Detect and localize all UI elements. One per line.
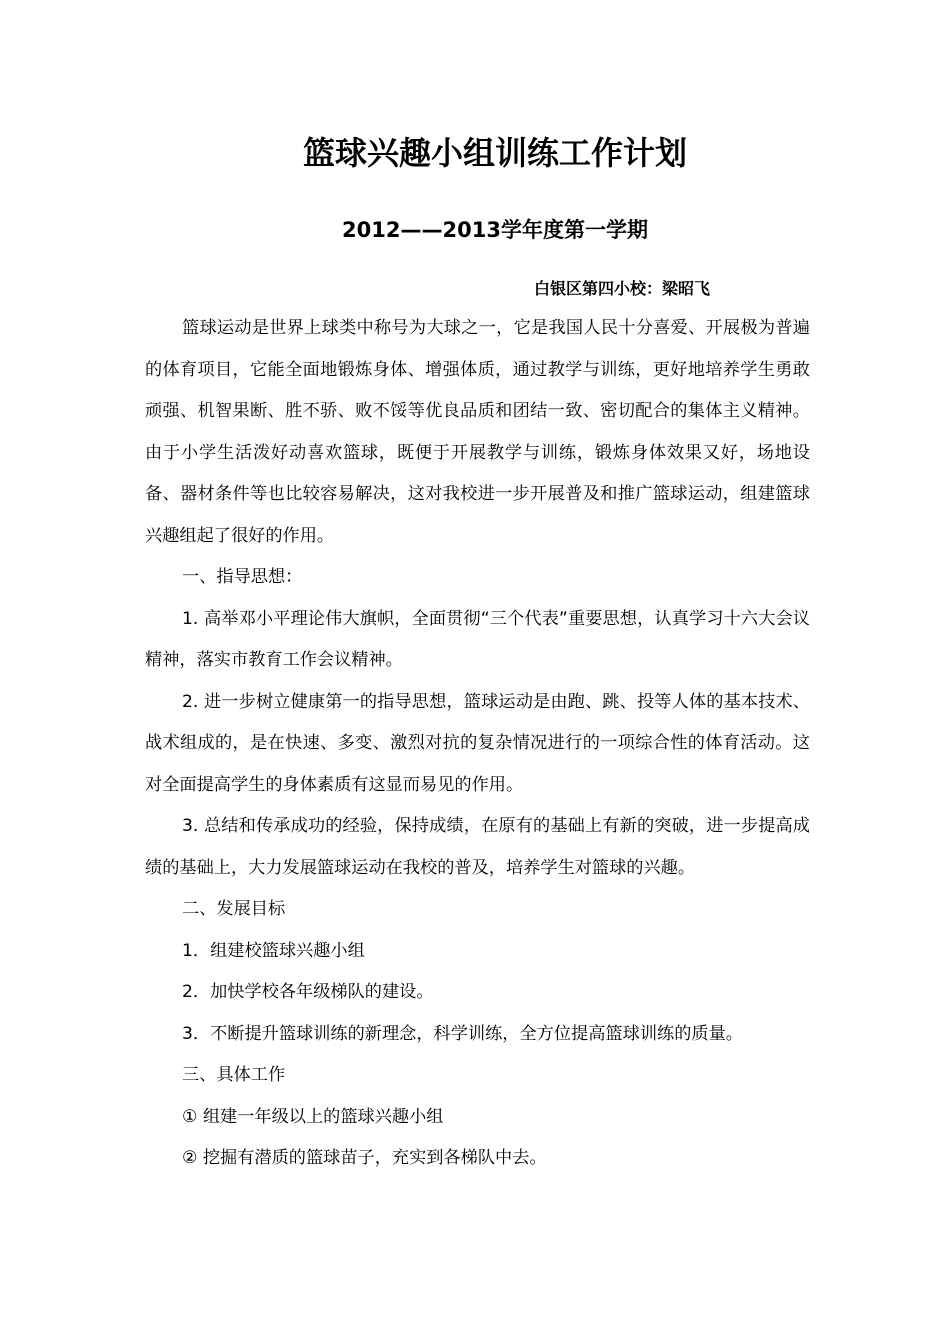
document-body [145, 308, 810, 1180]
section-heading-guiding-ideology: 一、指导思想： [182, 567, 303, 587]
goal-item-3: 3．不断提升篮球训练的新理念，科学训练，全方位提高篮球训练的质量。 [182, 1023, 743, 1044]
guiding-point-1: 1. 高举邓小平理论伟大旗帜，全面贯彻“三个代表”重要思想，认真学习十六大会议精神，落实市教育工作会议精神。 [145, 608, 810, 670]
section-heading-goals: 二、发展目标 [182, 899, 286, 919]
document-title: 篮球兴趣小组训练工作计划 [302, 134, 687, 172]
intro-paragraph: 篮球运动是世界上球类中称号为大球之一，它是我国人民十分喜爱、开展极为普遍的体育项目，它能全面地锻炼身体、增强体质，通过教学与训练，更好地培养学生勇敢顽强、机智果断、胜不骄、败不馁等优良品质和团结一致、密切配合的集体主义精神。由于小学生活泼好动喜欢篮球，既便于开展教学与训练，锻炼身体效果又好，场地设备、器材条件等也比较容易解决，这对我校进一步开展普及和推广篮球运动，组建篮球兴趣组起了很好的作用。 [145, 318, 810, 546]
guiding-point-3: 3. 总结和传承成功的经验，保持成绩，在原有的基础上有新的突破，进一步提高成绩的基础上，大力发展篮球运动在我校的普及，培养学生对篮球的兴趣。 [145, 816, 810, 878]
guiding-point-2: 2. 进一步树立健康第一的指导思想，篮球运动是由跑、跳、投等人体的基本技术、战术组成的，是在快速、多变、激烈对抗的复杂情况进行的一项综合性的体育活动。这对全面提高学生的身体素质有这显而易见的作用。 [145, 691, 810, 795]
goal-item-1: 1．组建校篮球兴趣小组 [182, 940, 365, 961]
author-line: 白银区第四小校：梁昭飞 [534, 279, 711, 298]
document-subtitle: 2012——2013学年度第一学期 [342, 218, 648, 242]
task-item-2: ② 挖掘有潜质的篮球苗子，充实到各梯队中去。 [182, 1148, 547, 1168]
section-heading-tasks: 三、具体工作 [182, 1065, 286, 1085]
task-item-1: ① 组建一年级以上的篮球兴趣小组 [182, 1106, 444, 1127]
goal-item-2: 2．加快学校各年级梯队的建设。 [182, 982, 434, 1002]
